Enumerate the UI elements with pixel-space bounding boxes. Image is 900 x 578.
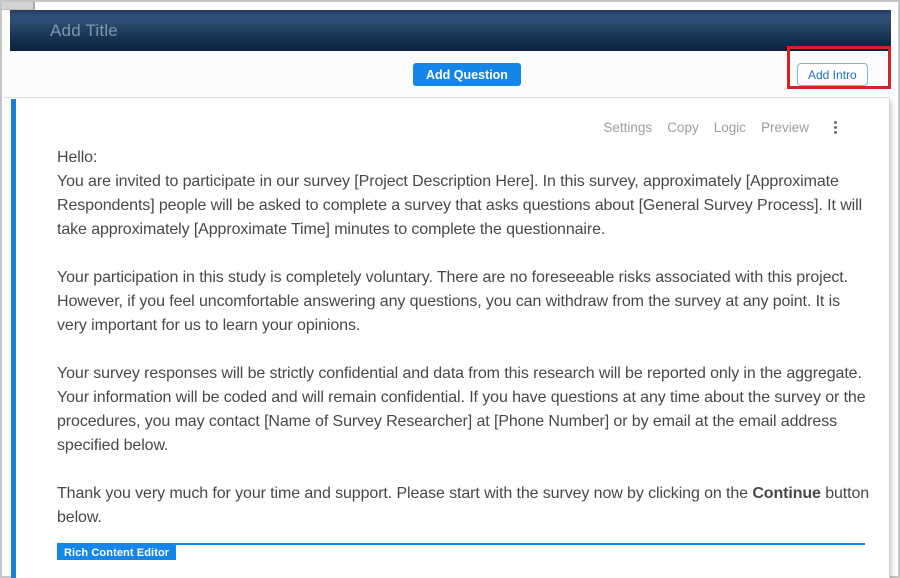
continue-keyword: Continue	[752, 485, 821, 502]
title-header-gradient	[10, 10, 891, 51]
closing-text: Thank you very much for your time and support. Please start with the survey now by clicking on the	[57, 485, 753, 502]
intro-paragraph-closing	[57, 482, 871, 530]
survey-intro-text[interactable]	[57, 146, 871, 530]
add-intro-button[interactable]: Add Intro	[797, 63, 868, 86]
settings-link[interactable]: Settings	[603, 120, 653, 135]
copy-link[interactable]: Copy	[667, 120, 699, 135]
add-question-button[interactable]: Add Question	[413, 63, 521, 86]
title-header-bar	[10, 10, 891, 51]
card-action-menu	[603, 119, 841, 136]
screenshot-crop-artifact	[2, 2, 35, 10]
rich-content-editor-rule	[57, 543, 865, 545]
intro-paragraph-1: You are invited to participate in our survey [Project Description Here]. In this survey, approximately [Approximate Respondents] people will be asked to complete a survey that asks questions about [General Survey Process]. It will take approximately [Approximate Time] minutes to complete the questionnaire.	[57, 173, 863, 238]
add-title-placeholder[interactable]: Add Title	[50, 20, 118, 40]
intro-greeting: Hello:	[57, 149, 98, 166]
survey-intro-card	[11, 99, 890, 578]
survey-toolbar	[4, 51, 890, 98]
intro-paragraph-3: Your survey responses will be strictly confidential and data from this research will be reported only in the aggregate. Your information will be coded and will remain confidential. If you have questions at any time about the survey or the procedures, you may contact [Name of Survey Researcher] at [Phone Number] or by email at the email address specified below.	[57, 365, 866, 454]
rich-content-editor-badge[interactable]: Rich Content Editor	[57, 545, 176, 560]
kebab-menu-icon[interactable]	[830, 119, 841, 136]
preview-link[interactable]: Preview	[760, 120, 809, 135]
intro-paragraph-2: Your participation in this study is completely voluntary. There are no foreseeable risks associated with this project. However, if you feel uncomfortable answering any questions, you can withdraw from the survey at any point. It is very important for us to learn your opinions.	[57, 269, 848, 334]
closing-text-tail: button below.	[57, 485, 870, 526]
logic-link[interactable]: Logic	[713, 120, 746, 135]
